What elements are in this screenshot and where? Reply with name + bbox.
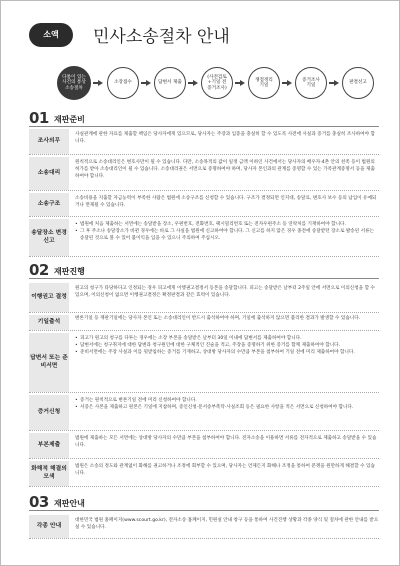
section-number: 01 — [29, 109, 49, 127]
info-row — [29, 433, 379, 459]
section-heading — [29, 263, 379, 279]
section-label: 재판준비 — [54, 115, 85, 124]
row-label: 화해적 해결의 모색 — [29, 461, 69, 486]
bullet-item: • 답변서에는 청구취지에 대한 답변과 청구원인에 대한 구체적인 진술을 적고, 주장을 증명하기 위한 증거를 함께 제출하여야 합니다. — [75, 343, 379, 350]
bullet-item: • 준비서면에는 주장 사실과 이를 뒷받침하는 증거를 기재하고, 상대방 당사자의 수만큼 부본을 첨부하여 기일 전에 미리 제출하여야 합니다. — [75, 350, 379, 357]
row-label: 부본제출 — [29, 433, 69, 458]
bullet-item: • 법원에 처음 제출하는 서면에는 송달받을 장소, 우편번호, 전화번호, 팩시밀리번호 또는 전자우편주소 등 연락처를 기재하여야 합니다. — [75, 222, 379, 229]
row-label: 소송구조 — [29, 193, 69, 216]
info-row — [29, 315, 379, 331]
arrow-right-icon — [329, 80, 339, 86]
row-label: 소송대리 — [29, 157, 69, 190]
bullet-item: • 그 후 주소나 송달장소가 바뀐 경우에는 바로 그 사실을 법원에 신고하여야 합니다. 그 신고를 하지 않은 경우 종전에 송달받던 장소로 발송된 서류는 송달된 것으로 볼 수 있어 불이익을 입을 수 있으니 주의하여 주십시오. — [75, 229, 379, 243]
row-label: 증거신청 — [29, 395, 69, 430]
row-content: 원고의 청구가 타당하다고 인정되는 경우 피고에게 이행권고결정서 등본을 송달합니다. 피고는 송달받은 날부터 2주일 안에 서면으로 이의신청을 할 수 있으며, 이의신청이 없으면 이행권고결정은 확정판결과 같은 효력이 있습니다. — [75, 286, 375, 298]
row-label: 각종 안내 — [29, 515, 69, 538]
section-label: 재판진행 — [54, 267, 85, 276]
arrow-right-icon — [235, 80, 245, 86]
page-title: 민사소송절차 안내 — [93, 27, 230, 47]
arrow-right-icon — [188, 80, 198, 86]
row-label: 조사의무 — [29, 129, 69, 154]
page-header — [29, 23, 379, 51]
arrow-right-icon — [93, 80, 103, 86]
row-content: 대한민국 법원 홈페이지(www.scourt.go.kr), 전자소송 홈페이지, 민원실 안내 창구 등을 통하여 사건진행 상황과 각종 양식 및 절차에 관한 안내를 받으실 수 있습니다. — [75, 518, 379, 530]
info-row — [29, 333, 379, 393]
row-content — [75, 336, 379, 357]
row-content — [75, 398, 379, 412]
info-row — [29, 395, 379, 431]
flow-step-start: 다툼이 있는 사건의 통상 소송절차 — [57, 66, 91, 100]
row-label: 답변서 또는 준비서면 — [29, 333, 69, 392]
procedure-flow — [59, 67, 379, 99]
bullet-item: • 증거는 원칙적으로 변론기일 전에 미리 신청하여야 합니다. — [75, 398, 379, 405]
row-content: 변론기일 등 재판기일에는 당사자 본인 또는 소송대리인이 반드시 출석하여야 하며, 기일에 출석하지 않으면 불리한 결과가 발생할 수 있습니다. — [75, 316, 361, 321]
section-number: 03 — [29, 493, 49, 511]
section-number: 02 — [29, 261, 49, 279]
info-row — [29, 461, 379, 487]
row-label: 송달장소 변경신고 — [29, 219, 69, 256]
row-content: 사실관계에 관한 자료를 제출할 책임은 당사자에게 있으므로, 당사자는 주장과 입증을 충실히 할 수 있도록 사전에 사실과 증거를 충실히 조사하여야 합니다. — [75, 132, 375, 144]
flow-step: 증거조사 기일 — [295, 67, 327, 99]
flow-step: 쟁점정리 기일 — [248, 67, 280, 99]
row-label: 이행권고 결정 — [29, 283, 69, 312]
row-content: 법원은 소송의 정도와 관계없이 화해를 권고하거나 조정에 회부할 수 있으며, 당사자는 언제든지 화해나 조정을 통하여 분쟁을 원만하게 해결할 수 있습니다. — [75, 464, 375, 476]
info-row — [29, 129, 379, 155]
info-row — [29, 193, 379, 217]
info-row — [29, 219, 379, 257]
row-content: 소송비용을 지출할 자금능력이 부족한 사람은 법원에 소송구조를 신청할 수 있습니다. 구조가 결정되면 인지대, 송달료, 변호사 보수 등의 납입이 유예되거나 면제될 수 있습니다. — [75, 196, 377, 208]
info-row — [29, 515, 379, 539]
row-content — [75, 222, 379, 243]
arrow-right-icon — [141, 80, 151, 86]
info-row — [29, 283, 379, 313]
section-label: 재판안내 — [54, 499, 85, 508]
flow-step: 소장접수 — [107, 67, 139, 99]
category-badge: 소액 — [29, 23, 73, 47]
section-heading — [29, 111, 379, 127]
flow-step: 판결선고 — [342, 67, 374, 99]
bullet-item: • 서증은 사본을 제출하고 원본은 기일에 지참하며, 증인신청·문서송부촉탁·사실조회 등은 필요한 사항을 적은 서면으로 신청하여야 합니다. — [75, 405, 379, 412]
row-content: 원칙적으로 소송대리인은 변호사만이 될 수 있습니다. 다만, 소송목적의 값이 일정 금액 이하인 사건에서는 당사자의 배우자·4촌 안의 친족 등이 법원의 허가를 받아 소송대리인이 될 수 있습니다. 소송대리권은 서면으로 증명하여야 하며, 당사자 본인과의 관계를 증명할 수 있는 가족관계증명서 등을 제출하여야 합니다. — [75, 160, 375, 179]
flow-step: 답변서 제출 — [154, 67, 186, 99]
info-row — [29, 157, 379, 191]
arrow-right-icon — [282, 80, 292, 86]
row-content: 법원에 제출하는 모든 서면에는 상대방 당사자의 수만큼 부본을 첨부하여야 합니다. 전자소송을 이용하면 서류를 전자적으로 제출하고 송달받을 수 있습니다. — [75, 436, 377, 448]
row-label: 기일출석 — [29, 315, 69, 330]
flow-step: (사전검토+기일 전 증거조사) — [201, 67, 233, 99]
bullet-item: • 피고가 원고의 청구를 다투는 경우에는 소장 부본을 송달받은 날부터 30일 이내에 답변서를 제출하여야 합니다. — [75, 336, 379, 343]
section-heading — [29, 495, 379, 511]
